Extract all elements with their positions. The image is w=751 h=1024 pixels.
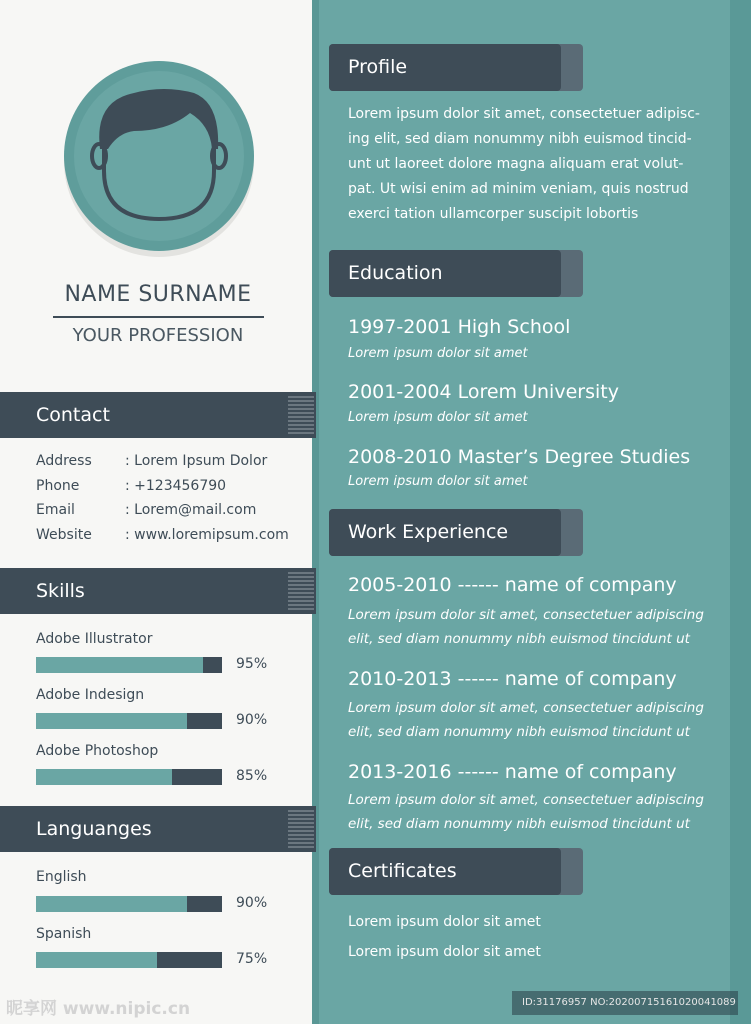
skill-percent: 85% <box>236 768 268 784</box>
profile-line: exerci tation ullamcorper suscipit lobortis <box>348 206 639 222</box>
language-label: Spanish <box>36 926 92 942</box>
language-label: English <box>36 869 87 885</box>
education-item-title: 2001-2004 Lorem University <box>348 381 619 403</box>
profile-line: unt ut laoreet dolore magna aliquam erat volut- <box>348 156 684 172</box>
work-desc-line: elit, sed diam nonummy nibh euismod tincidunt ut <box>348 724 690 740</box>
certificate-item: Lorem ipsum dolor sit amet <box>348 944 541 960</box>
contact-header <box>0 392 316 438</box>
work-desc-line: Lorem ipsum dolor sit amet, consectetuer adipiscing <box>348 607 704 623</box>
contact-key: Address <box>36 453 92 469</box>
education-item-sub: Lorem ipsum dolor sit amet <box>348 346 528 361</box>
skill-bar <box>36 657 222 673</box>
language-bar <box>36 952 222 968</box>
work-item-title: 2013-2016 ------ name of company <box>348 761 677 783</box>
work-title: Work Experience <box>348 521 509 543</box>
column-divider <box>312 0 319 1024</box>
contact-key: Website <box>36 527 92 543</box>
work-item-desc <box>348 788 708 836</box>
work-item-desc <box>348 696 708 744</box>
skill-bar-fill <box>36 657 203 673</box>
person-name: NAME SURNAME <box>64 282 252 307</box>
work-item-desc <box>348 603 708 651</box>
skill-bar <box>36 769 222 785</box>
skill-label: Adobe Indesign <box>36 687 145 703</box>
work-desc-line: Lorem ipsum dolor sit amet, consectetuer adipiscing <box>348 792 704 808</box>
contact-value: : Lorem Ipsum Dolor <box>125 453 268 469</box>
skills-header <box>0 568 316 614</box>
contact-key: Email <box>36 502 75 518</box>
education-header <box>329 250 583 297</box>
person-head-icon <box>64 61 254 251</box>
work-desc-line: Lorem ipsum dolor sit amet, consectetuer adipiscing <box>348 700 704 716</box>
skill-bar <box>36 713 222 729</box>
work-item-title: 2010-2013 ------ name of company <box>348 668 677 690</box>
skill-percent: 95% <box>236 656 268 672</box>
avatar <box>64 61 254 251</box>
contact-value: : Lorem@mail.com <box>125 502 257 518</box>
profile-header <box>329 44 583 91</box>
profile-title: Profile <box>348 56 408 78</box>
language-bar <box>36 896 222 912</box>
language-percent: 75% <box>236 951 268 967</box>
work-item-title: 2005-2010 ------ name of company <box>348 574 677 596</box>
work-desc-line: elit, sed diam nonummy nibh euismod tincidunt ut <box>348 631 690 647</box>
stripes-decoration <box>288 396 314 436</box>
certificates-title: Certificates <box>348 860 457 882</box>
work-header <box>329 509 583 556</box>
education-item-sub: Lorem ipsum dolor sit amet <box>348 474 528 489</box>
education-item-title: 1997-2001 High School <box>348 316 571 338</box>
skill-bar-fill <box>36 713 187 729</box>
language-bar-fill <box>36 896 187 912</box>
stripes-decoration <box>288 810 314 850</box>
watermark-left: 昵享网 www.nipic.cn <box>6 999 191 1019</box>
skill-percent: 90% <box>236 712 268 728</box>
skill-label: Adobe Illustrator <box>36 631 153 647</box>
profile-line: Lorem ipsum dolor sit amet, consectetuer adipisc- <box>348 106 700 122</box>
right-edge-band <box>730 0 751 1024</box>
education-title: Education <box>348 262 443 284</box>
person-profession: YOUR PROFESSION <box>72 325 244 346</box>
languages-header <box>0 806 316 852</box>
language-bar-fill <box>36 952 157 968</box>
name-underline <box>53 316 264 318</box>
contact-key: Phone <box>36 478 80 494</box>
work-desc-line: elit, sed diam nonummy nibh euismod tincidunt ut <box>348 816 690 832</box>
profile-text <box>348 102 703 227</box>
skill-label: Adobe Photoshop <box>36 743 159 759</box>
stripes-decoration <box>288 572 314 612</box>
skills-title: Skills <box>36 580 85 602</box>
profile-line: ing elit, sed diam nonummy nibh euismod tincid- <box>348 131 692 147</box>
language-percent: 90% <box>236 895 268 911</box>
education-item-sub: Lorem ipsum dolor sit amet <box>348 410 528 425</box>
contact-value: : +123456790 <box>125 478 227 494</box>
languages-title: Languanges <box>36 818 152 840</box>
profile-line: pat. Ut wisi enim ad minim veniam, quis nostrud <box>348 181 689 197</box>
watermark-id: ID:31176957 NO:20200715161020041089 <box>512 991 738 1015</box>
contact-title: Contact <box>36 404 110 426</box>
skill-bar-fill <box>36 769 172 785</box>
certificate-item: Lorem ipsum dolor sit amet <box>348 914 541 930</box>
contact-value: : www.loremipsum.com <box>125 527 289 543</box>
certificates-header <box>329 848 583 895</box>
education-item-title: 2008-2010 Master’s Degree Studies <box>348 446 691 468</box>
